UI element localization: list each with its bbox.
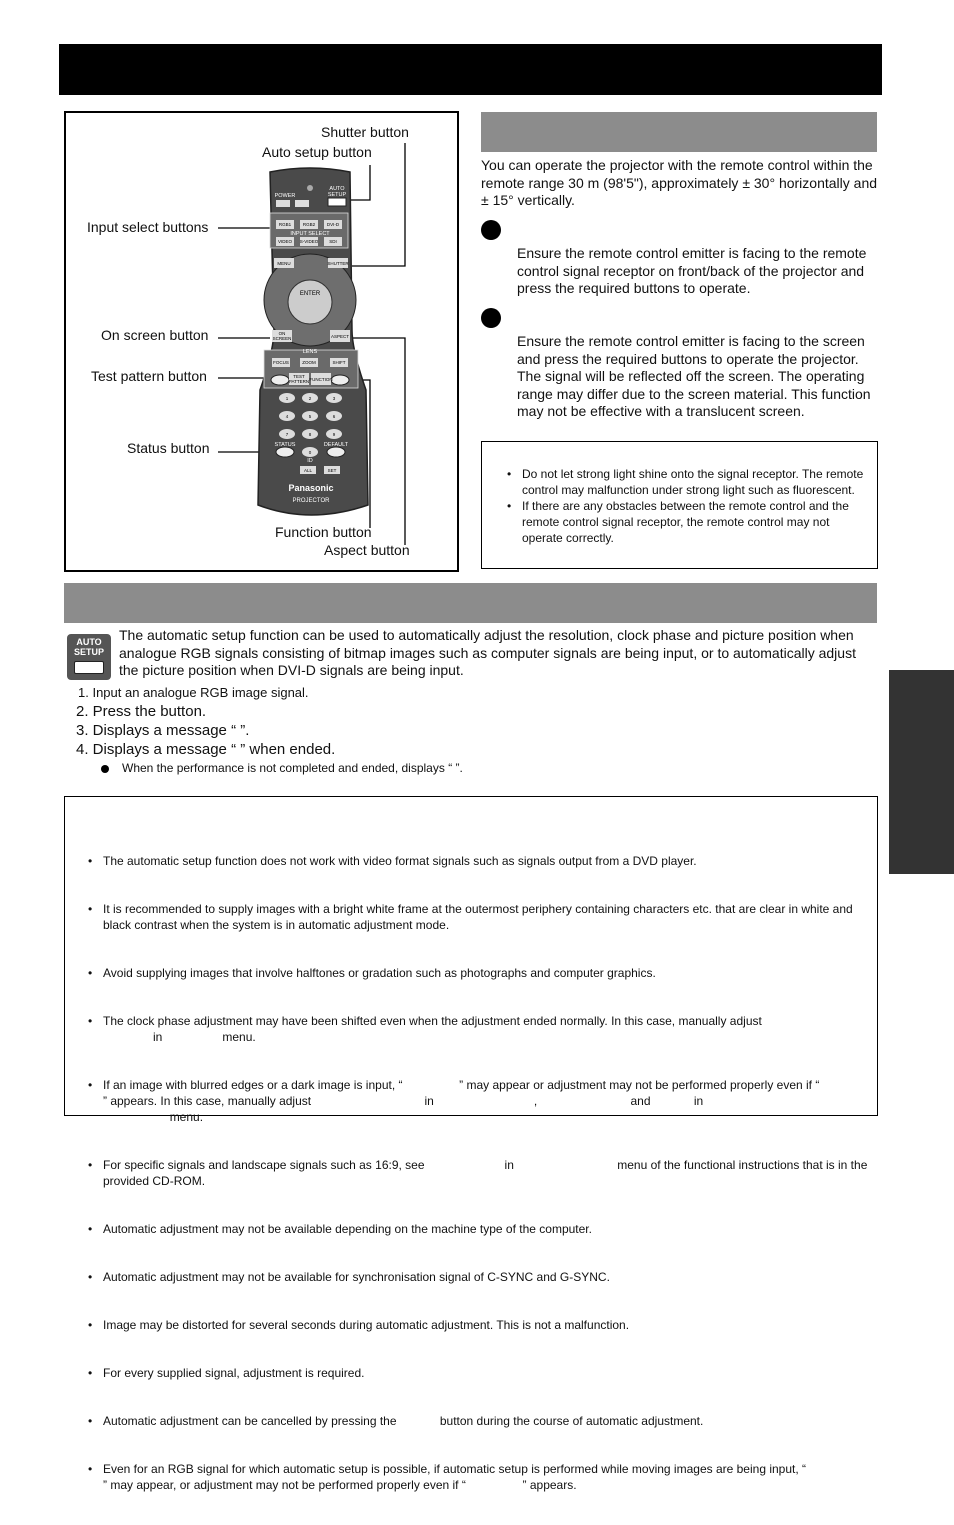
auto-note-item: • If an image with blurred edges or a dark image is input, “ ” may appear or adjustment may not be performed properly even if “ ” appears. In this case, manually adjust in , and in menu. (88, 1077, 873, 1125)
key-power-text: POWER (274, 193, 296, 199)
auto-note-item: • For every supplied signal, adjustment is required. (88, 1365, 873, 1381)
auto-note-item: • For specific signals and landscape signals such as 16:9, see in menu of the functional instructions that is in the provided CD-ROM. (88, 1157, 873, 1189)
sub-note-bullet (101, 765, 109, 773)
key-digit-6[interactable]: 6 (332, 414, 336, 419)
key-digit-9[interactable]: 9 (332, 432, 336, 437)
range-section-heading (481, 112, 877, 152)
key-menu[interactable]: MENU (277, 261, 291, 266)
step-2: 2. Press the button. (76, 703, 207, 720)
key-shift[interactable]: SHIFT (332, 360, 346, 365)
sub-note: When the performance is not completed and ended, displays “ ”. (122, 761, 463, 775)
label-function-button: Function button (275, 524, 372, 540)
auto-icon-line1: AUTO (76, 637, 102, 647)
auto-note-item: • Even for an RGB signal for which automatic setup is possible, if automatic setup is performed while moving images are being input, “ ” may appear, or adjustment may not be performed properly even if “ ” appears. (88, 1461, 873, 1493)
key-svideo[interactable]: S-VIDEO (299, 239, 319, 244)
key-focus[interactable]: FOCUS (273, 360, 289, 365)
range-note-item: • If there are any obstacles between the remote control and the remote control signal receptor, the remote control may not operate correctly. (507, 498, 873, 546)
auto-note-item: • Automatic adjustment can be cancelled by pressing the button during the course of automatic adjustment. (88, 1413, 873, 1429)
auto-note-item: • Automatic adjustment may not be available depending on the machine type of the computer. (88, 1221, 873, 1237)
key-rgb1[interactable]: RGB1 (278, 222, 292, 227)
key-digit-8[interactable]: 8 (308, 432, 312, 437)
reflect-operation-text: Ensure the remote control emitter is facing to the screen and press the required buttons to operate the projector. The signal will be reflected off the screen. The operating range may differ due to the screen material. This function may not be effective with a translucent screen. (517, 333, 871, 420)
key-pattern[interactable]: PATTERN (288, 379, 310, 384)
key-zoom[interactable]: ZOOM (302, 360, 316, 365)
label-on-screen-button: On screen button (101, 327, 209, 343)
direct-operation-marker (481, 220, 501, 240)
key-dvid[interactable]: DVI-D (326, 222, 340, 227)
key-digit-4[interactable]: 4 (285, 414, 289, 419)
key-input-select-text: INPUT SELECT (290, 231, 330, 237)
key-auto-text: AUTO (329, 186, 345, 192)
key-digit-2[interactable]: 2 (308, 396, 312, 401)
key-set[interactable]: SET (327, 468, 337, 473)
key-lens-text: LENS (302, 349, 318, 355)
key-setup-text: SETUP (327, 192, 347, 198)
key-screen[interactable]: SCREEN (272, 336, 292, 341)
auto-setup-note-box (64, 796, 878, 1492)
step-1: 1. Input an analogue RGB image signal. (78, 685, 309, 700)
model-text: PROJECTOR (292, 498, 330, 504)
key-all[interactable]: ALL (303, 468, 313, 473)
key-status-text: STATUS (274, 442, 296, 448)
direct-operation-text: Ensure the remote control emitter is facing to the remote control signal receptor on front/back of the projector and press the required buttons to operate. (517, 245, 867, 297)
chapter-side-tab (889, 670, 954, 874)
key-digit-0[interactable]: 0 (308, 450, 312, 455)
step-3: 3. Displays a message “ ”. (76, 722, 250, 739)
key-digit-3[interactable]: 3 (332, 396, 336, 401)
key-default-text: DEFAULT (323, 442, 349, 448)
auto-note-item: • Avoid supplying images that involve halftones or gradation such as photographs and computer graphics. (88, 965, 873, 981)
key-shutter[interactable]: SHUTTER (327, 261, 349, 266)
step-4: 4. Displays a message “ ” when ended. (76, 741, 336, 758)
brand-text: Panasonic (288, 483, 334, 493)
auto-setup-section-heading (64, 583, 877, 623)
key-function[interactable]: FUNCTION (309, 377, 333, 382)
auto-note-item: • Image may be distorted for several seconds during automatic adjustment. This is not a malfunction. (88, 1317, 873, 1333)
key-test[interactable]: TEST (293, 374, 305, 379)
label-status-button: Status button (127, 440, 210, 456)
auto-setup-icon (67, 634, 111, 680)
label-test-pattern-button: Test pattern button (91, 368, 207, 384)
range-note-list (507, 466, 873, 546)
auto-note-list (88, 821, 873, 1525)
key-aspect[interactable]: ASPECT (330, 334, 350, 339)
label-auto-setup-button: Auto setup button (262, 144, 372, 160)
auto-note-item: • The automatic setup function does not work with video format signals such as signals output from a DVD player. (88, 853, 873, 869)
label-shutter-button: Shutter button (321, 124, 409, 140)
key-rgb2[interactable]: RGB2 (302, 222, 316, 227)
range-note-item: • Do not let strong light shine onto the signal receptor. The remote control may malfunction under strong light such as fluorescent. (507, 466, 873, 498)
key-id-text: ID (307, 458, 313, 464)
key-sdi[interactable]: SDI (329, 239, 337, 244)
auto-note-item: • The clock phase adjustment may have been shifted even when the adjustment ended normally. In this case, manually adjust in menu. (88, 1013, 873, 1045)
label-aspect-button: Aspect button (324, 542, 410, 558)
key-digit-5[interactable]: 5 (308, 414, 312, 419)
range-note-box (481, 441, 878, 569)
reflect-operation-marker (481, 308, 501, 328)
auto-note-item: • It is recommended to supply images with a bright white frame at the outermost periphery containing characters etc. that are clear in white and black contrast when the system is in automatic adjustment mode. (88, 901, 873, 933)
key-enter-text: ENTER (299, 291, 321, 297)
key-digit-7[interactable]: 7 (285, 432, 289, 437)
label-input-select-buttons: Input select buttons (87, 219, 209, 235)
key-video[interactable]: VIDEO (277, 239, 293, 244)
auto-icon-line2: SETUP (73, 647, 104, 657)
auto-setup-intro: The automatic setup function can be used to automatically adjust the resolution, clock phase and picture position when analogue RGB signals consisting of bitmap images such as computer signals are being input, or to automatically adjust the picture position when DVI-D signals are being input. (119, 627, 856, 679)
range-intro: You can operate the projector with the remote control within the remote range 30 m (98'5"), approximately ± 30° horizontally and ± 15° vertically. (481, 157, 878, 209)
key-on[interactable]: ON (278, 331, 286, 336)
key-digit-1[interactable]: 1 (285, 396, 289, 401)
auto-note-item: • Automatic adjustment may not be available for synchronisation signal of C-SYNC and G-SYNC. (88, 1269, 873, 1285)
